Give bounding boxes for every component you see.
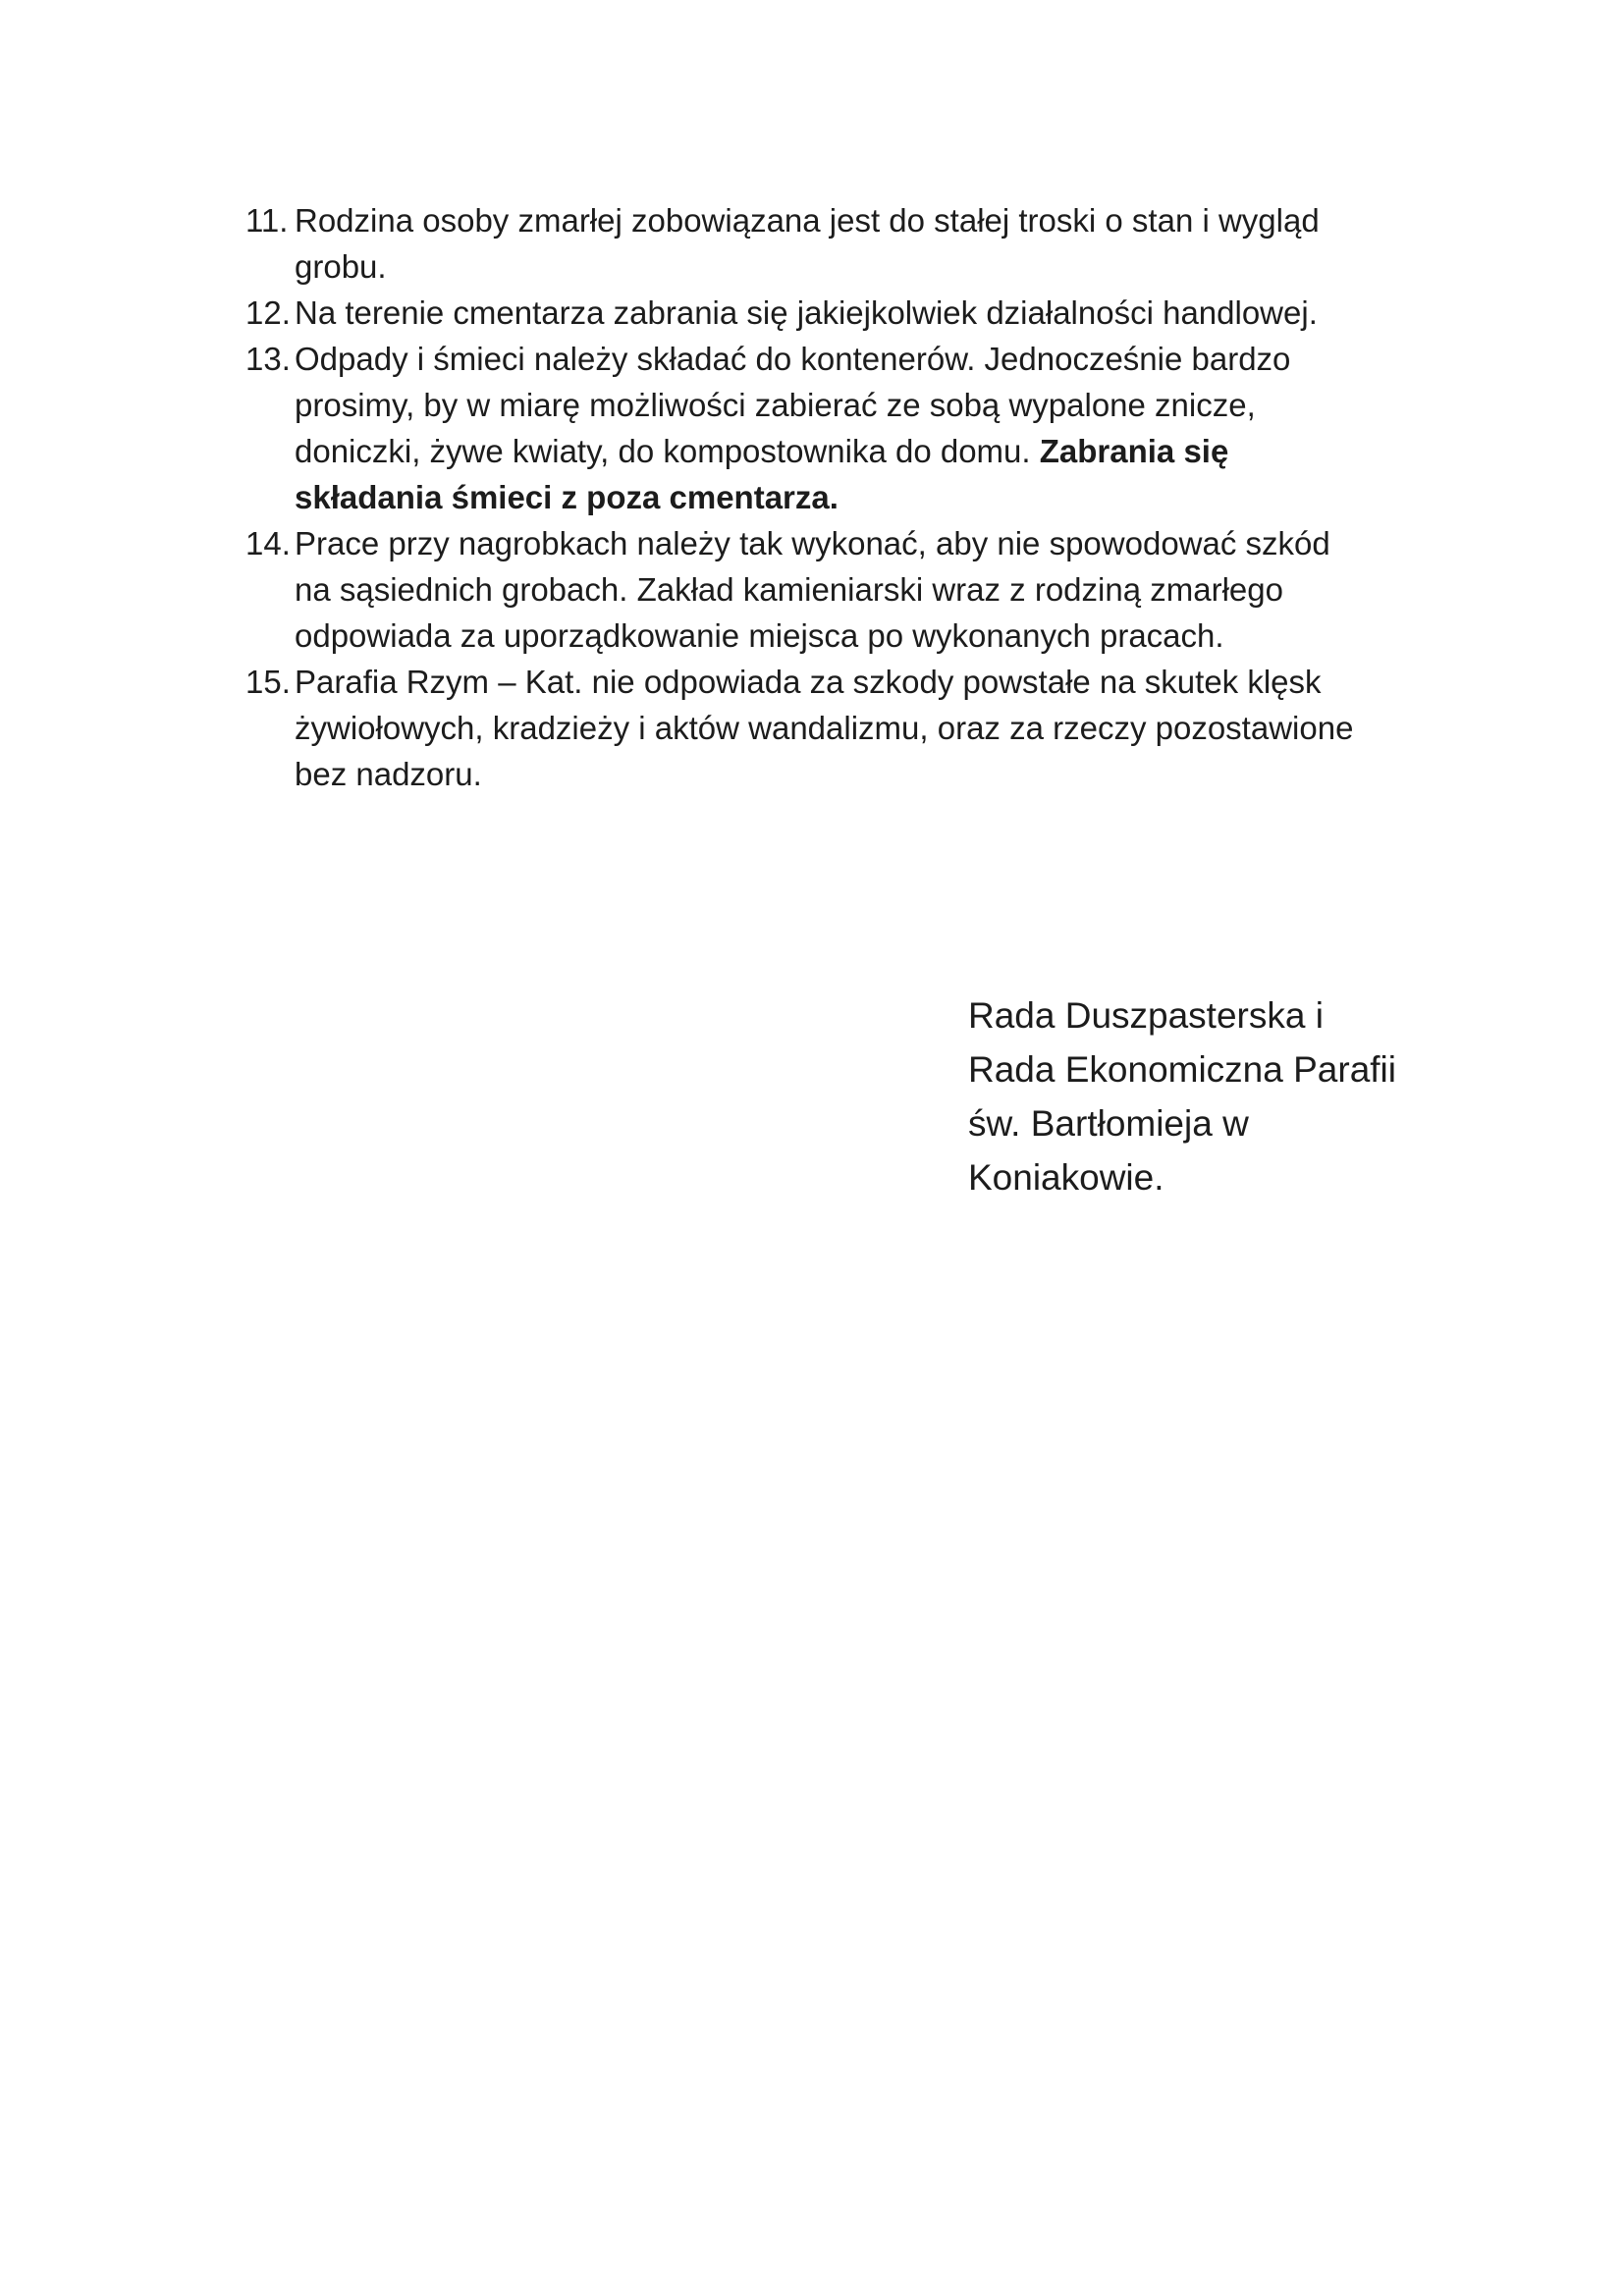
list-item-text: Parafia Rzym – Kat. nie odpowiada za szkody powstałe na skutek klęsk [295, 664, 1322, 700]
list-item-number: 13. [245, 341, 291, 377]
signature-block [968, 988, 1396, 1204]
list-item-number: 12. [245, 294, 291, 331]
list-item [245, 659, 1353, 797]
list-item-line [245, 197, 1353, 243]
list-item-line [245, 290, 1353, 336]
list-item [245, 197, 1353, 290]
list-item-number: 11. [245, 202, 289, 239]
list-item-text: Odpady i śmieci należy składać do kontenerów. Jednocześnie bardzo [295, 341, 1291, 377]
signature-line: Rada Duszpasterska i [968, 995, 1324, 1036]
signature-line: św. Bartłomieja w [968, 1103, 1249, 1144]
signature-line: Rada Ekonomiczna Parafii [968, 1049, 1396, 1090]
list-item-text: prosimy, by w miarę możliwości zabierać ze sobą wypalone znicze, [295, 387, 1256, 423]
list-item-line [245, 566, 1353, 613]
list-item-text: bez nadzoru. [295, 756, 482, 792]
signature-line: Koniakowie. [968, 1157, 1164, 1198]
list-item-line [245, 382, 1353, 428]
list-item-line [245, 243, 1353, 290]
rules-list [245, 197, 1353, 797]
list-item-text: na sąsiednich grobach. Zakład kamieniarski wraz z rodziną zmarłego [295, 571, 1283, 608]
list-item-text: doniczki, żywe kwiaty, do kompostownika do domu. [295, 433, 1040, 469]
list-item-text-bold: składania śmieci z poza cmentarza. [295, 479, 839, 515]
list-item-line [245, 336, 1353, 382]
list-item-line [245, 474, 1353, 520]
list-item [245, 520, 1353, 659]
list-item-text: żywiołowych, kradzieży i aktów wandalizmu, oraz za rzeczy pozostawione [295, 710, 1354, 746]
list-item-text: Na terenie cmentarza zabrania się jakiejkolwiek działalności handlowej. [295, 294, 1318, 331]
list-item-text: Rodzina osoby zmarłej zobowiązana jest do stałej troski o stan i wygląd [295, 202, 1320, 239]
list-item [245, 290, 1353, 336]
list-item [245, 336, 1353, 520]
list-item-line [245, 520, 1353, 566]
list-item-line [245, 659, 1353, 705]
list-item-text: odpowiada za uporządkowanie miejsca po wykonanych pracach. [295, 617, 1224, 654]
list-item-line [245, 428, 1353, 474]
list-item-line [245, 705, 1353, 751]
list-item-number: 15. [245, 664, 291, 700]
list-item-line [245, 751, 1353, 797]
list-item-number: 14. [245, 525, 291, 561]
list-item-line [245, 613, 1353, 659]
list-item-text: grobu. [295, 248, 387, 285]
list-item-text-bold: Zabrania się [1039, 433, 1229, 469]
list-item-text: Prace przy nagrobkach należy tak wykonać, aby nie spowodować szkód [295, 525, 1330, 561]
